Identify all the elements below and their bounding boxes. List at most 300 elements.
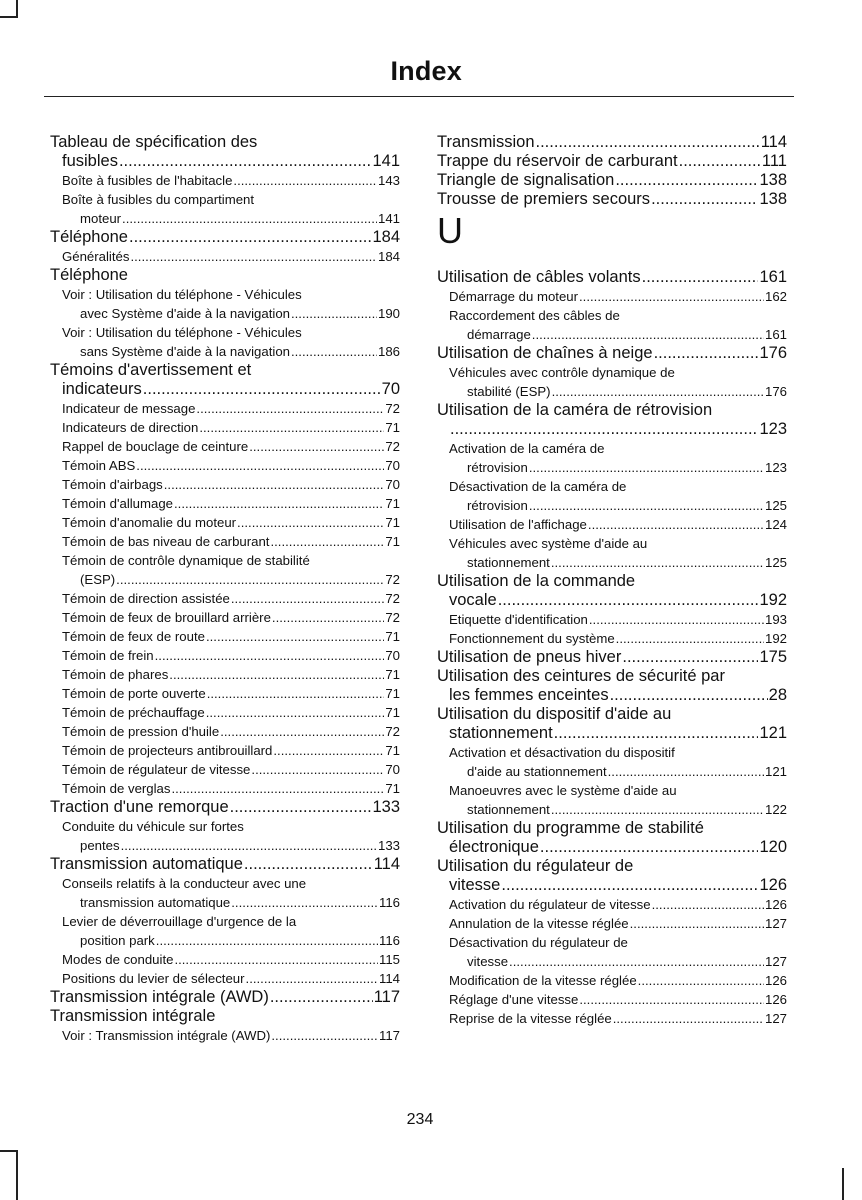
entry-text: Transmission automatique xyxy=(50,855,243,873)
index-subentry xyxy=(50,399,400,418)
crop-mark-top-left-h xyxy=(0,16,18,18)
entry-line xyxy=(437,268,787,287)
index-subentry xyxy=(50,171,400,190)
entry-line xyxy=(50,798,400,817)
index-subentry xyxy=(437,990,787,1009)
dot-leader xyxy=(251,760,384,779)
entry-line xyxy=(449,914,787,933)
entry-page-number[interactable]: 71 xyxy=(385,515,400,530)
dot-leader xyxy=(199,418,384,437)
dot-leader xyxy=(244,855,373,874)
entry-line xyxy=(62,950,400,969)
entry-page-number[interactable]: 138 xyxy=(759,190,787,208)
index-subentry xyxy=(50,703,400,722)
entry-line xyxy=(62,627,400,646)
entry-line xyxy=(449,629,787,648)
entry-text: Rappel de bouclage de ceinture xyxy=(62,439,249,454)
entry-text: les femmes enceintes xyxy=(449,686,609,704)
entry-line xyxy=(437,724,787,743)
dot-leader xyxy=(654,344,759,363)
entry-text: moteur xyxy=(80,211,122,226)
entry-line xyxy=(62,209,400,228)
entry-text: stabilité (ESP) xyxy=(467,384,551,399)
dot-leader xyxy=(273,741,384,760)
entry-page-number[interactable]: 123 xyxy=(764,460,787,475)
entry-text: Utilisation de pneus hiver xyxy=(437,648,622,666)
entry-line xyxy=(62,874,400,893)
page-number: 234 xyxy=(406,1111,434,1128)
dot-leader xyxy=(579,287,764,306)
entry-page-number[interactable]: 127 xyxy=(764,916,787,931)
entry-line xyxy=(50,988,400,1007)
entry-text: Activation et désactivation du dispositif xyxy=(449,745,675,760)
entry-line xyxy=(449,971,787,990)
entry-line xyxy=(62,722,400,741)
entry-text: Triangle de signalisation xyxy=(437,171,615,189)
entry-page-number[interactable]: 125 xyxy=(764,498,787,513)
entry-line xyxy=(62,304,400,323)
entry-line xyxy=(50,266,400,285)
entry-page-number[interactable]: 124 xyxy=(764,517,787,532)
entry-text: vitesse xyxy=(467,954,509,969)
entry-line xyxy=(437,591,787,610)
entry-text: Indicateurs de direction xyxy=(62,420,199,435)
dot-leader xyxy=(231,589,384,608)
entry-page-number[interactable]: 141 xyxy=(377,211,400,226)
entry-page-number[interactable]: 193 xyxy=(764,612,787,627)
entry-line xyxy=(437,667,787,686)
entry-line xyxy=(437,648,787,667)
entry-line xyxy=(62,399,400,418)
index-subentry xyxy=(437,363,787,401)
dot-leader xyxy=(171,779,384,798)
entry-line xyxy=(449,933,787,952)
entry-text: Utilisation du dispositif d'aide au xyxy=(437,705,672,723)
dot-leader xyxy=(529,458,764,477)
dot-leader xyxy=(272,608,384,627)
entry-page-number[interactable]: 126 xyxy=(764,973,787,988)
entry-page-number[interactable]: 72 xyxy=(385,724,400,739)
entry-text: Témoin de porte ouverte xyxy=(62,686,206,701)
entry-page-number[interactable]: 72 xyxy=(385,572,400,587)
entry-line xyxy=(62,703,400,722)
dot-leader xyxy=(196,399,384,418)
dot-leader xyxy=(206,627,384,646)
index-entry xyxy=(50,798,400,817)
dot-leader xyxy=(130,247,377,266)
entry-line xyxy=(62,1026,400,1045)
dot-leader xyxy=(579,990,764,1009)
entry-page-number[interactable]: 28 xyxy=(768,686,787,704)
entry-text: Conduite du véhicule sur fortes xyxy=(62,819,244,834)
entry-page-number[interactable]: 143 xyxy=(377,173,400,188)
entry-line xyxy=(437,819,787,838)
entry-line xyxy=(62,190,400,209)
crop-mark-bottom-left xyxy=(16,1150,18,1200)
index-subentry xyxy=(437,971,787,990)
entry-line xyxy=(449,800,787,819)
entry-line xyxy=(437,686,787,705)
index-subentry xyxy=(50,1026,400,1045)
entry-text: Utilisation de la caméra de rétrovision xyxy=(437,401,713,419)
entry-text: stationnement xyxy=(449,724,553,742)
dot-leader xyxy=(552,382,764,401)
entry-page-number[interactable]: 126 xyxy=(764,992,787,1007)
section-letter: U xyxy=(437,210,463,251)
dot-leader xyxy=(119,152,372,171)
entry-line xyxy=(62,342,400,361)
index-entry xyxy=(50,1007,400,1026)
entry-text: Utilisation du programme de stabilité xyxy=(437,819,704,837)
index-subentry xyxy=(50,722,400,741)
entry-text: d'aide au stationnement xyxy=(467,764,607,779)
entry-text: électronique xyxy=(449,838,539,856)
entry-page-number[interactable]: 161 xyxy=(759,268,787,286)
entry-text: Tableau de spécification des xyxy=(50,133,258,151)
entry-page-number[interactable]: 184 xyxy=(372,228,400,246)
entry-line xyxy=(62,893,400,912)
entry-text: Réglage d'une vitesse xyxy=(449,992,579,1007)
entry-page-number[interactable]: 71 xyxy=(385,686,400,701)
entry-line xyxy=(62,323,400,342)
entry-line xyxy=(449,439,787,458)
entry-page-number[interactable]: 127 xyxy=(764,1011,787,1026)
dot-leader xyxy=(155,646,385,665)
index-subentry xyxy=(50,418,400,437)
entry-text: Activation du régulateur de vitesse xyxy=(449,897,651,912)
index-entry xyxy=(50,988,400,1007)
entry-text: Utilisation des ceintures de sécurité par xyxy=(437,667,725,685)
entry-page-number[interactable]: 176 xyxy=(759,344,787,362)
entry-text: Modification de la vitesse réglée xyxy=(449,973,637,988)
entry-line xyxy=(62,551,400,570)
index-subentry xyxy=(50,551,400,589)
entry-text: Voir : Transmission intégrale (AWD) xyxy=(62,1028,271,1043)
index-entry xyxy=(437,572,787,610)
entry-text: Témoin de pression d'huile xyxy=(62,724,220,739)
entry-page-number[interactable]: 70 xyxy=(385,477,400,492)
dot-leader xyxy=(271,1026,378,1045)
entry-page-number[interactable]: 70 xyxy=(381,380,400,398)
entry-page-number[interactable]: 117 xyxy=(378,1028,400,1043)
entry-line xyxy=(62,912,400,931)
entry-page-number[interactable]: 70 xyxy=(385,648,400,663)
entry-text: transmission automatique xyxy=(80,895,231,910)
dot-leader xyxy=(652,895,764,914)
entry-text: Témoin de frein xyxy=(62,648,154,663)
entry-text: Boîte à fusibles du compartiment xyxy=(62,192,255,207)
entry-line xyxy=(62,285,400,304)
entry-text: Démarrage du moteur xyxy=(449,289,579,304)
entry-page-number[interactable]: 133 xyxy=(377,838,400,853)
entry-text: Véhicules avec système d'aide au xyxy=(449,536,648,551)
index-subentry xyxy=(437,610,787,629)
dot-leader xyxy=(679,152,761,171)
entry-line xyxy=(50,133,400,152)
entry-text: Conseils relatifs à la conducteur avec une xyxy=(62,876,307,891)
entry-page-number[interactable]: 70 xyxy=(385,762,400,777)
dot-leader xyxy=(551,553,764,572)
entry-line xyxy=(437,171,787,190)
dot-leader xyxy=(642,268,759,287)
entry-text: Trappe du réservoir de carburant xyxy=(437,152,678,170)
entry-line xyxy=(62,456,400,475)
dot-leader xyxy=(291,342,377,361)
dot-leader xyxy=(551,800,764,819)
dot-leader xyxy=(207,684,385,703)
index-entry xyxy=(437,190,787,209)
dot-leader xyxy=(231,893,378,912)
entry-text: avec Système d'aide à la navigation xyxy=(80,306,290,321)
index-subentry xyxy=(50,532,400,551)
dot-leader xyxy=(540,838,759,857)
entry-line xyxy=(449,534,787,553)
dot-leader xyxy=(220,722,384,741)
entry-page-number[interactable]: 71 xyxy=(385,420,400,435)
index-subentry xyxy=(50,779,400,798)
index-subentry xyxy=(50,513,400,532)
entry-page-number[interactable]: 71 xyxy=(385,781,400,796)
dot-leader xyxy=(610,686,768,705)
entry-page-number[interactable]: 126 xyxy=(764,897,787,912)
entry-text: Trousse de premiers secours xyxy=(437,190,651,208)
entry-text: Positions du levier de sélecteur xyxy=(62,971,245,986)
index-entry xyxy=(437,171,787,190)
index-subentry xyxy=(437,933,787,971)
entry-line xyxy=(449,762,787,781)
entry-page-number[interactable]: 133 xyxy=(372,798,400,816)
entry-page-number[interactable]: 120 xyxy=(759,838,787,856)
dot-leader xyxy=(608,762,764,781)
entry-page-number[interactable]: 111 xyxy=(761,152,787,170)
dot-leader xyxy=(169,665,384,684)
entry-page-number[interactable]: 114 xyxy=(373,855,400,873)
dot-leader xyxy=(622,648,758,667)
entry-text: Témoin de phares xyxy=(62,667,169,682)
entry-page-number[interactable]: 138 xyxy=(759,171,787,189)
index-subentry xyxy=(50,437,400,456)
entry-page-number[interactable]: 186 xyxy=(377,344,400,359)
dot-leader xyxy=(121,836,377,855)
entry-line xyxy=(62,741,400,760)
index-subentry xyxy=(50,494,400,513)
entry-text: Témoin de préchauffage xyxy=(62,705,205,720)
index-subentry xyxy=(50,665,400,684)
dot-leader xyxy=(237,513,384,532)
entry-page-number[interactable]: 71 xyxy=(385,629,400,644)
entry-page-number[interactable]: 70 xyxy=(385,458,400,473)
crop-mark-top-left xyxy=(16,0,18,16)
index-entry xyxy=(50,133,400,171)
index-subentry xyxy=(50,874,400,912)
entry-text: Désactivation du régulateur de xyxy=(449,935,628,950)
entry-page-number[interactable]: 72 xyxy=(385,439,400,454)
dot-leader xyxy=(246,969,378,988)
entry-line xyxy=(449,477,787,496)
index-entry xyxy=(50,266,400,285)
dot-leader xyxy=(156,931,378,950)
index-entry xyxy=(437,344,787,363)
index-subentry xyxy=(50,475,400,494)
entry-text: Témoin d'allumage xyxy=(62,496,174,511)
index-entry xyxy=(437,705,787,743)
entry-line xyxy=(62,969,400,988)
entry-text: démarrage xyxy=(467,327,531,342)
entry-page-number[interactable]: 116 xyxy=(378,933,400,948)
entry-page-number[interactable]: 161 xyxy=(764,327,787,342)
index-subentry xyxy=(437,895,787,914)
entry-text: Reprise de la vitesse réglée xyxy=(449,1011,612,1026)
dot-leader xyxy=(536,133,760,152)
index-subentry xyxy=(50,741,400,760)
entry-page-number[interactable]: 192 xyxy=(764,631,787,646)
entry-line xyxy=(449,952,787,971)
entry-line xyxy=(449,610,787,629)
index-subentry xyxy=(50,684,400,703)
entry-line xyxy=(62,665,400,684)
entry-text: stationnement xyxy=(467,555,550,570)
entry-text: Témoin de projecteurs antibrouillard xyxy=(62,743,273,758)
index-entry xyxy=(50,855,400,874)
index-subentry xyxy=(50,608,400,627)
entry-text: Raccordement des câbles de xyxy=(449,308,620,323)
entry-page-number[interactable]: 72 xyxy=(385,401,400,416)
entry-page-number[interactable]: 114 xyxy=(760,133,787,151)
entry-page-number[interactable]: 115 xyxy=(378,952,400,967)
dot-leader xyxy=(116,570,384,589)
index-entry xyxy=(437,667,787,705)
index-entry xyxy=(437,819,787,857)
entry-line xyxy=(62,646,400,665)
index-subentry xyxy=(437,477,787,515)
index-subentry xyxy=(50,323,400,361)
entry-line xyxy=(437,838,787,857)
entry-line xyxy=(50,228,400,247)
entry-line xyxy=(449,895,787,914)
entry-line xyxy=(437,705,787,724)
entry-page-number[interactable]: 176 xyxy=(764,384,787,399)
dot-leader xyxy=(450,420,758,439)
entry-line xyxy=(62,475,400,494)
entry-text: Annulation de la vitesse réglée xyxy=(449,916,629,931)
entry-line xyxy=(437,401,787,420)
dot-leader xyxy=(501,876,758,895)
crop-mark-bottom-left-h xyxy=(0,1150,18,1152)
entry-page-number[interactable]: 184 xyxy=(377,249,400,264)
dot-leader xyxy=(615,171,758,190)
entry-line xyxy=(62,760,400,779)
index-subentry xyxy=(50,760,400,779)
entry-page-number[interactable]: 141 xyxy=(372,152,400,170)
entry-text: Etiquette d'identification xyxy=(449,612,588,627)
entry-page-number[interactable]: 117 xyxy=(373,988,400,1006)
entry-page-number[interactable]: 121 xyxy=(759,724,787,742)
index-subentry xyxy=(50,190,400,228)
entry-line xyxy=(449,306,787,325)
entry-page-number[interactable]: 114 xyxy=(378,971,400,986)
entry-text: fusibles xyxy=(62,152,118,170)
entry-text: vitesse xyxy=(449,876,501,894)
entry-page-number[interactable]: 162 xyxy=(764,289,787,304)
entry-line xyxy=(62,418,400,437)
index-subentry xyxy=(50,456,400,475)
entry-text: Témoin de bas niveau de carburant xyxy=(62,534,270,549)
entry-text: Utilisation du régulateur de xyxy=(437,857,634,875)
entry-line xyxy=(437,152,787,171)
entry-text: Transmission intégrale xyxy=(50,1007,216,1025)
entry-text: (ESP) xyxy=(80,572,116,587)
index-entry xyxy=(50,361,400,399)
entry-page-number[interactable]: 71 xyxy=(385,496,400,511)
entry-page-number[interactable]: 71 xyxy=(385,705,400,720)
dot-leader xyxy=(164,475,385,494)
dot-leader xyxy=(588,515,764,534)
dot-leader xyxy=(270,988,373,1007)
entry-page-number[interactable]: 192 xyxy=(759,591,787,609)
entry-line xyxy=(62,570,400,589)
entry-page-number[interactable]: 123 xyxy=(759,420,787,438)
index-entry xyxy=(437,648,787,667)
entry-page-number[interactable]: 71 xyxy=(385,743,400,758)
entry-page-number[interactable]: 122 xyxy=(764,802,787,817)
entry-page-number[interactable]: 127 xyxy=(764,954,787,969)
entry-page-number[interactable]: 72 xyxy=(385,610,400,625)
entry-text: Témoin de feux de brouillard arrière xyxy=(62,610,271,625)
entry-page-number[interactable]: 71 xyxy=(385,534,400,549)
entry-line xyxy=(62,247,400,266)
entry-text: Témoin de direction assistée xyxy=(62,591,230,606)
entry-line xyxy=(50,855,400,874)
entry-line xyxy=(62,608,400,627)
entry-line xyxy=(449,990,787,1009)
entry-line xyxy=(437,420,787,439)
entry-text: Transmission xyxy=(437,133,535,151)
entry-line xyxy=(62,836,400,855)
entry-page-number[interactable]: 175 xyxy=(759,648,787,666)
dot-leader xyxy=(233,171,377,190)
index-subentry xyxy=(50,950,400,969)
dot-leader xyxy=(143,380,381,399)
index-subentry xyxy=(50,247,400,266)
index-subentry xyxy=(50,969,400,988)
entry-page-number[interactable]: 125 xyxy=(764,555,787,570)
index-subentry xyxy=(437,515,787,534)
entry-page-number[interactable]: 71 xyxy=(385,667,400,682)
entry-line xyxy=(437,190,787,209)
entry-line xyxy=(62,532,400,551)
entry-page-number[interactable]: 116 xyxy=(378,895,400,910)
entry-text: Véhicules avec contrôle dynamique de xyxy=(449,365,675,380)
index-subentry xyxy=(50,285,400,323)
dot-leader xyxy=(136,456,384,475)
entry-line xyxy=(50,1007,400,1026)
entry-line xyxy=(449,325,787,344)
entry-page-number[interactable]: 190 xyxy=(377,306,400,321)
entry-page-number[interactable]: 121 xyxy=(764,764,787,779)
dot-leader xyxy=(174,950,378,969)
entry-text: Traction d'une remorque xyxy=(50,798,229,816)
index-subentry xyxy=(50,627,400,646)
index-subentry xyxy=(437,287,787,306)
dot-leader xyxy=(630,914,764,933)
entry-page-number[interactable]: 126 xyxy=(759,876,787,894)
entry-page-number[interactable]: 72 xyxy=(385,591,400,606)
entry-line xyxy=(437,133,787,152)
entry-line xyxy=(62,931,400,950)
index-entry xyxy=(437,133,787,152)
index-subentry xyxy=(437,1009,787,1028)
entry-text: position park xyxy=(80,933,155,948)
